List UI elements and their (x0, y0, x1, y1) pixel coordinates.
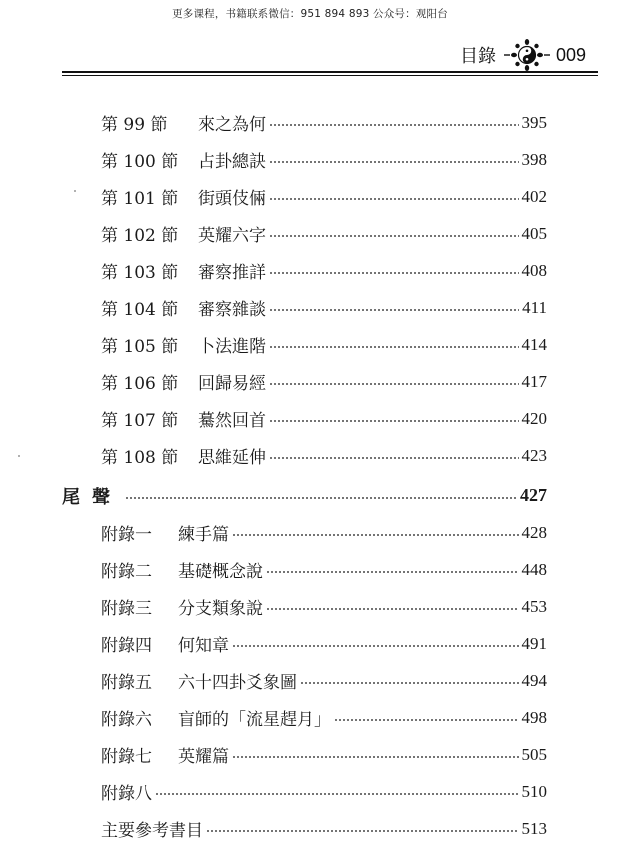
toc-entry-title: 基礎概念說 (178, 562, 263, 582)
dot-leader (269, 272, 519, 274)
toc-entry-page: 453 (521, 596, 547, 616)
dot-leader (269, 383, 519, 385)
toc-entry-appendix (101, 773, 547, 810)
toc-entry-title: 驀然回首 (198, 411, 266, 431)
toc-entry-page: 498 (521, 707, 547, 727)
toc-entry-page: 408 (521, 260, 547, 280)
toc-entry-title: 審察推詳 (198, 263, 266, 283)
toc-entry-page: 405 (521, 223, 547, 243)
header-rule-thin (62, 75, 598, 76)
page-title: 目錄 (459, 46, 496, 67)
toc-entry (101, 252, 547, 289)
toc-entry-appendix (101, 625, 547, 662)
toc-entry-page: 417 (521, 371, 547, 391)
toc-entry-appendix (101, 551, 547, 588)
toc-entry-title: 分支類象說 (178, 599, 263, 619)
toc-entry (101, 104, 547, 141)
toc-entry-appendix (101, 662, 547, 699)
toc-entry-title: 何知章 (178, 636, 229, 656)
dot-leader (232, 756, 519, 758)
toc-entry-title: 來之為何 (198, 115, 266, 135)
toc-entry-page: 448 (521, 559, 547, 579)
toc-entry-references (101, 810, 547, 847)
toc-entry-page: 513 (521, 818, 547, 838)
toc-entry-title: 英耀篇 (178, 747, 229, 767)
toc-entry-page: 510 (521, 781, 547, 801)
page-header (460, 38, 586, 72)
toc-entry-title: 審察雜談 (198, 300, 266, 320)
toc-entry-appendix (101, 588, 547, 625)
toc-entry-page: 505 (521, 744, 547, 764)
dot-leader (269, 235, 519, 237)
toc-entry-page: 494 (521, 670, 547, 690)
dot-leader (155, 793, 519, 795)
toc-entry-label: 第 100 節 (101, 152, 179, 172)
scan-speck (74, 190, 76, 192)
dot-leader (269, 124, 519, 126)
dot-leader (300, 682, 519, 684)
toc-entry-title: 占卦總訣 (198, 152, 266, 172)
dot-leader (125, 497, 517, 499)
toc-entry-label: 附錄一 (101, 525, 152, 545)
dot-leader (269, 420, 519, 422)
toc-entry-title: 練手篇 (178, 525, 229, 545)
toc-entry-label: 第 102 節 (101, 226, 179, 246)
toc-entry-appendix (101, 699, 547, 736)
toc-entry (101, 141, 547, 178)
scan-speck (18, 455, 20, 457)
toc-entry-page: 395 (521, 112, 547, 132)
dot-leader (269, 457, 519, 459)
toc-entry-page: 423 (521, 445, 547, 465)
toc-entry-label: 第 107 節 (101, 411, 179, 431)
toc-entry (101, 289, 547, 326)
header-rule (62, 71, 598, 73)
toc-entry-epilogue (62, 477, 547, 514)
toc-entry (101, 437, 547, 474)
toc-entry-page: 491 (521, 633, 547, 653)
toc-entry-page: 414 (521, 334, 547, 354)
yin-yang-icon (504, 38, 550, 72)
toc-entry-label: 附錄七 (101, 747, 152, 767)
dot-leader (266, 571, 519, 573)
toc-entry (101, 363, 547, 400)
dot-leader (269, 309, 519, 311)
toc-entry-label: 第 103 節 (101, 263, 179, 283)
toc-entry-page: 420 (521, 408, 547, 428)
toc-entry-title: 盲師的「流星趕月」 (178, 710, 331, 730)
toc-entry-label: 主要參考書目 (101, 821, 203, 841)
toc-entry-label: 第 106 節 (101, 374, 179, 394)
toc-entry-label: 第 108 節 (101, 448, 179, 468)
toc-entry-label: 尾聲 (62, 486, 122, 508)
toc-entry-label: 附錄四 (101, 636, 152, 656)
dot-leader (232, 534, 519, 536)
toc-entry-label: 附錄三 (101, 599, 152, 619)
dot-leader (334, 719, 519, 721)
toc-entry-appendix (101, 736, 547, 773)
promo-banner: 更多课程，书籍联系微信：951 894 893 公众号：观阳台 (172, 8, 448, 20)
toc-entry-label: 附錄六 (101, 710, 152, 730)
toc-entry (101, 215, 547, 252)
toc-entry-label: 第 101 節 (101, 189, 179, 209)
dot-leader (269, 198, 519, 200)
toc-entry-label: 附錄五 (101, 673, 152, 693)
toc-entry-page: 398 (521, 149, 547, 169)
toc-entry (101, 178, 547, 215)
toc-entry-label: 附錄八 (101, 784, 152, 804)
dot-leader (232, 645, 519, 647)
page-number: 009 (555, 44, 586, 65)
toc-entry-title: 六十四卦爻象圖 (178, 673, 297, 693)
toc-entry-label: 第 99 節 (101, 115, 168, 135)
toc-entry-appendix (101, 514, 547, 551)
dot-leader (206, 830, 519, 832)
toc-entry-page: 428 (521, 522, 547, 542)
toc-entry-title: 街頭伎倆 (198, 189, 266, 209)
toc-entry-label: 附錄二 (101, 562, 152, 582)
toc-entry-label: 第 104 節 (101, 300, 179, 320)
toc-entry-page: 411 (522, 297, 547, 317)
toc-entry-title: 思維延伸 (198, 448, 266, 468)
toc-entry-title: 卜法進階 (198, 337, 266, 357)
toc-entry (101, 326, 547, 363)
toc-entry-title: 回歸易經 (198, 374, 266, 394)
toc-entry-title: 英耀六字 (198, 226, 266, 246)
toc-entry (101, 400, 547, 437)
toc-entry-page: 402 (521, 186, 547, 206)
dot-leader (269, 346, 519, 348)
dot-leader (266, 608, 519, 610)
dot-leader (269, 161, 519, 163)
toc-entry-page: 427 (520, 485, 547, 505)
toc-entry-label: 第 105 節 (101, 337, 179, 357)
